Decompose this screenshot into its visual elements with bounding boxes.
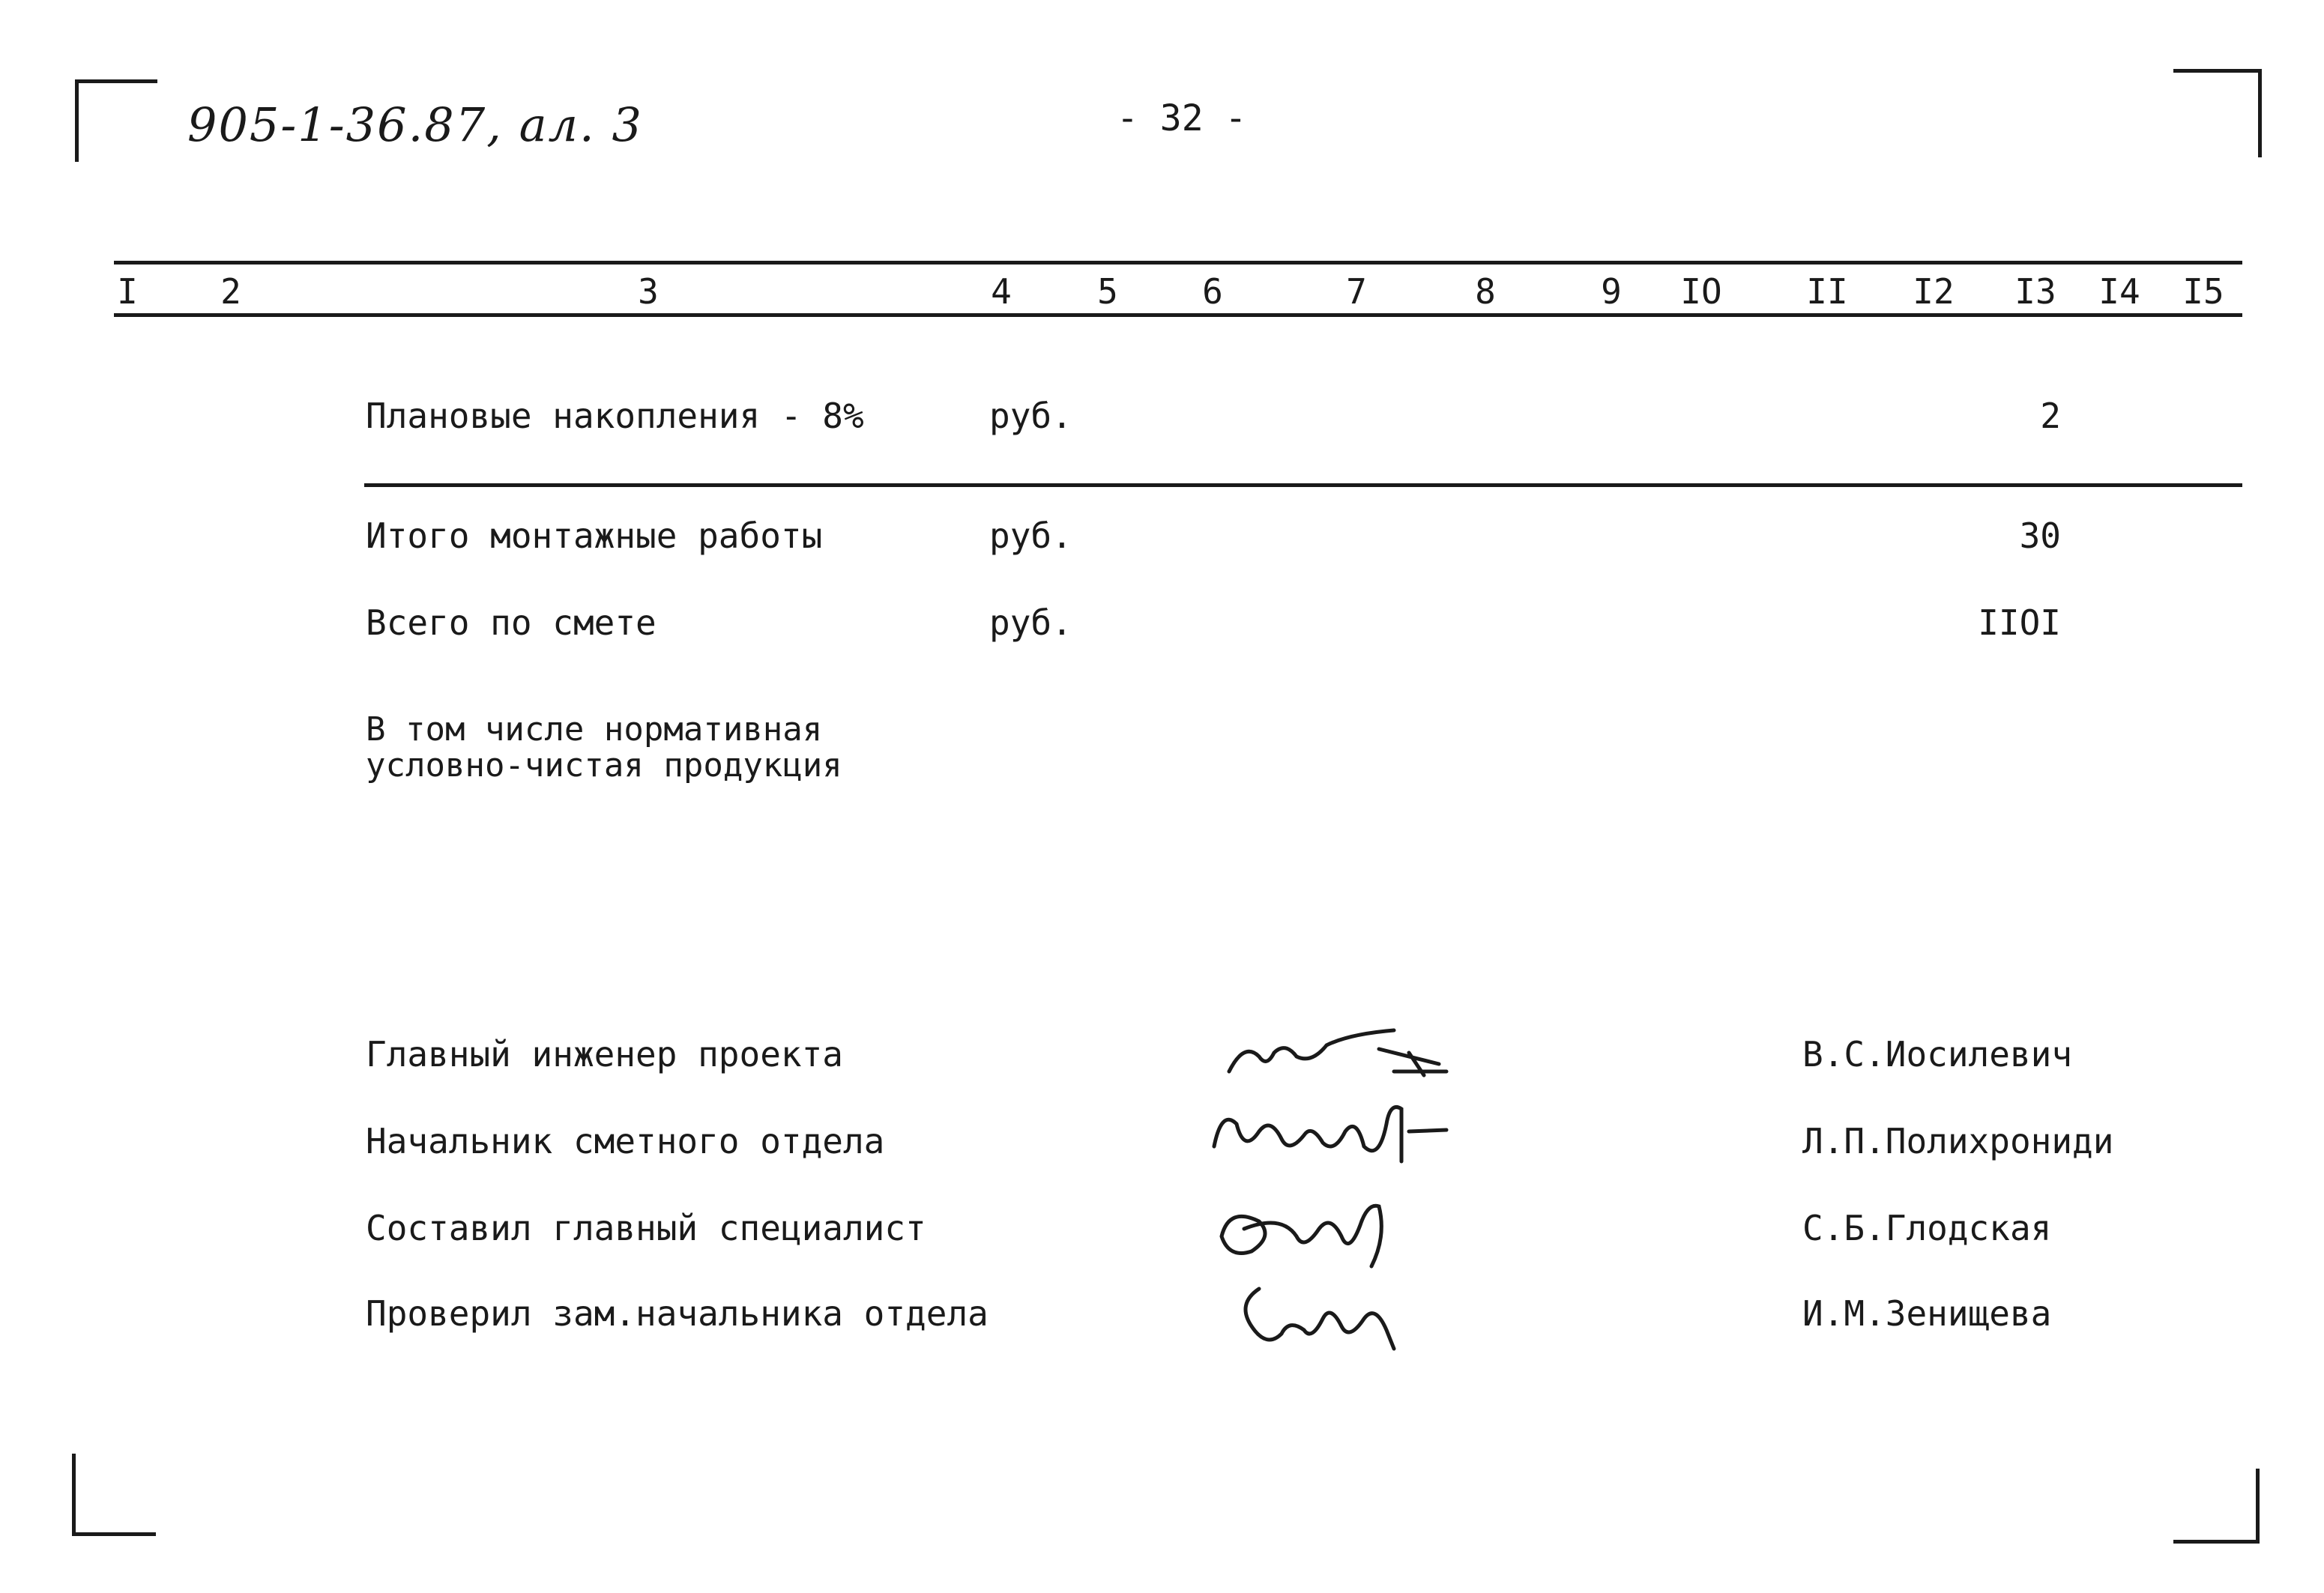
column-number-7: 7: [1346, 271, 1367, 312]
corner-mark-bottom-right-v: [2256, 1469, 2260, 1544]
signature-role-chief-specialist: Составил главный специалист: [366, 1208, 926, 1248]
signature-role-deputy-head: Проверил зам.начальника отдела: [366, 1293, 989, 1334]
signature-name-deputy-head: И.М.Зенищева: [1802, 1293, 2052, 1334]
column-number-6: 6: [1202, 271, 1223, 312]
page-number: - 32 -: [1117, 97, 1247, 139]
column-number-12: I2: [1913, 271, 1955, 312]
row-value-planned-savings: 2: [2040, 396, 2061, 436]
handwritten-signature-4: [1199, 1274, 1484, 1356]
column-number-2: 2: [220, 271, 241, 312]
document-code: 905-1-36.87, ал. 3: [187, 97, 643, 152]
column-number-15: I5: [2182, 271, 2224, 312]
column-number-14: I4: [2098, 271, 2140, 312]
subtotal-rule: [364, 483, 2242, 487]
row-value-installation-total: 30: [2019, 516, 2061, 556]
table-header-bottom-rule: [114, 313, 2242, 317]
corner-mark-top-left-h: [75, 79, 157, 83]
corner-mark-top-right-h: [2173, 69, 2262, 73]
column-number-5: 5: [1097, 271, 1118, 312]
row-unit-planned-savings: руб.: [989, 396, 1072, 436]
row-label-installation-total: Итого монтажные работы: [366, 516, 823, 556]
corner-mark-top-right-v: [2258, 69, 2262, 157]
row-label-planned-savings: Плановые накопления - 8%: [366, 396, 864, 436]
column-number-10: IO: [1680, 271, 1722, 312]
column-number-11: II: [1806, 271, 1848, 312]
signature-role-estimate-dept-head: Начальник сметного отдела: [366, 1121, 885, 1161]
row-value-estimate-total: IIOI: [1978, 602, 2061, 643]
signature-name-chief-specialist: С.Б.Глодская: [1802, 1208, 2052, 1248]
corner-mark-bottom-left-h: [72, 1532, 156, 1536]
corner-mark-bottom-right-h: [2173, 1540, 2260, 1544]
row-label-estimate-total: Всего по смете: [366, 602, 657, 643]
column-number-1: I: [117, 271, 138, 312]
corner-mark-top-left-v: [75, 79, 79, 162]
row-unit-estimate-total: руб.: [989, 602, 1072, 643]
handwritten-signature-3: [1199, 1191, 1484, 1274]
column-number-13: I3: [2014, 271, 2056, 312]
column-number-3: 3: [638, 271, 659, 312]
signature-name-estimate-dept-head: Л.П.Полихрониди: [1802, 1121, 2114, 1161]
table-header-top-rule: [114, 261, 2242, 265]
row-unit-installation-total: руб.: [989, 516, 1072, 556]
signature-name-chief-engineer: В.С.Иосилевич: [1802, 1034, 2073, 1074]
handwritten-signature-2: [1199, 1094, 1484, 1176]
column-number-9: 9: [1601, 271, 1622, 312]
corner-mark-bottom-left-v: [72, 1454, 76, 1536]
column-number-4: 4: [991, 271, 1012, 312]
normative-product-note: В том числе нормативная условно-чистая продукция: [366, 710, 842, 785]
signature-role-chief-engineer: Главный инженер проекта: [366, 1034, 843, 1074]
handwritten-signature-1: [1199, 1012, 1484, 1094]
column-number-8: 8: [1475, 271, 1496, 312]
